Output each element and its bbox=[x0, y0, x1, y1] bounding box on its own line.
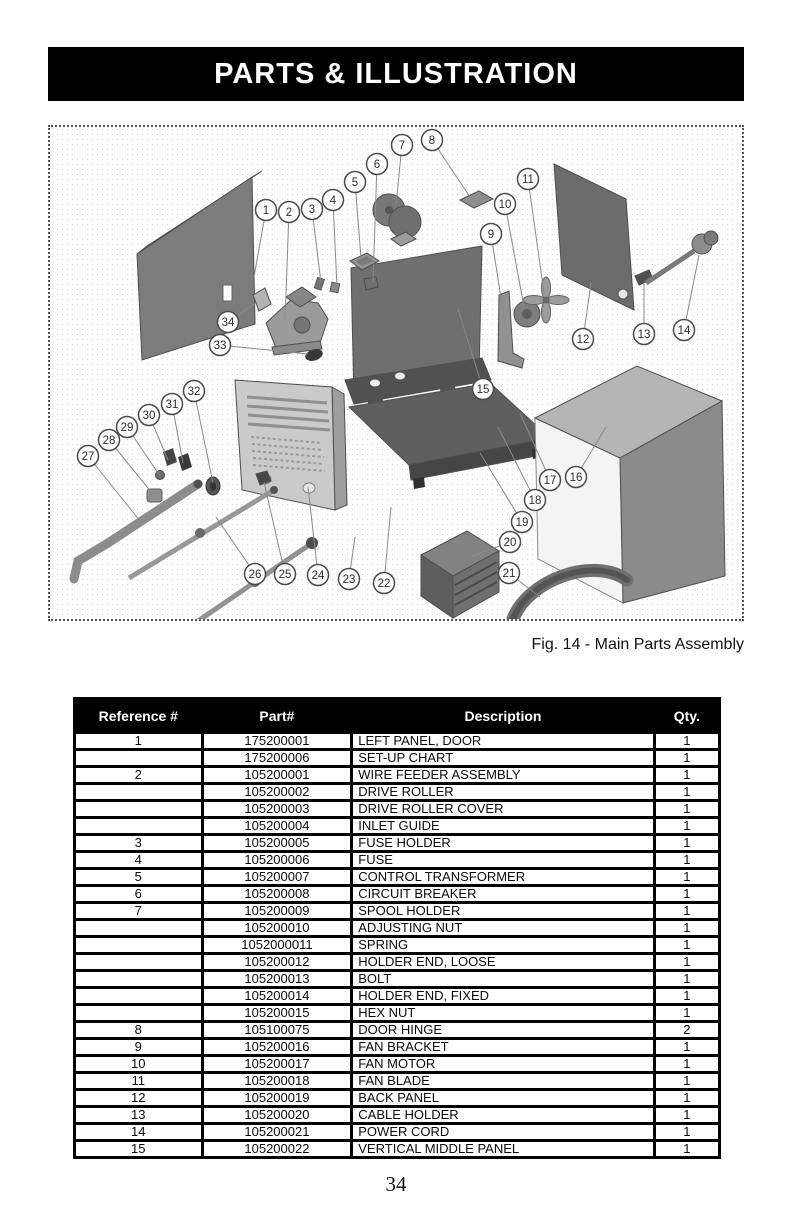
part-callout-21 bbox=[499, 563, 520, 584]
callout-number: 9 bbox=[487, 229, 495, 241]
cell-ref: 15 bbox=[76, 1142, 201, 1156]
cell-desc: DOOR HINGE bbox=[353, 1023, 652, 1037]
callout-leader-line bbox=[355, 182, 361, 258]
part-callout-3 bbox=[302, 199, 323, 220]
cell-ref: 8 bbox=[76, 1023, 201, 1037]
cell-qty: 1 bbox=[656, 853, 718, 867]
cell-desc: CIRCUIT BREAKER bbox=[353, 887, 652, 901]
cell-qty: 1 bbox=[656, 887, 718, 901]
cell-part: 105200008 bbox=[204, 887, 351, 901]
part-callout-28 bbox=[99, 430, 120, 451]
cell-desc: SET-UP CHART bbox=[353, 751, 652, 765]
cell-desc: WIRE FEEDER ASSEMBLY bbox=[353, 768, 652, 782]
cell-qty: 1 bbox=[656, 734, 718, 748]
callout-number: 12 bbox=[576, 334, 590, 346]
part-callout-22 bbox=[374, 573, 395, 594]
callout-number: 26 bbox=[248, 569, 262, 581]
callout-leader-line bbox=[194, 391, 213, 483]
cell-part: 105200019 bbox=[204, 1091, 351, 1105]
callout-leader-line bbox=[528, 179, 544, 293]
part-callout-23 bbox=[339, 569, 360, 590]
cell-part: 105200015 bbox=[204, 1006, 351, 1020]
cell-qty: 1 bbox=[656, 989, 718, 1003]
table-row bbox=[76, 853, 718, 867]
part-callout-10 bbox=[495, 194, 516, 215]
part-callout-19 bbox=[512, 512, 533, 533]
cell-desc: CONTROL TRANSFORMER bbox=[353, 870, 652, 884]
part-callout-29 bbox=[117, 417, 138, 438]
cell-desc: ADJUSTING NUT bbox=[353, 921, 652, 935]
base-tray-part bbox=[345, 358, 552, 489]
callout-number: 33 bbox=[213, 340, 227, 352]
cell-desc: FAN BRACKET bbox=[353, 1040, 652, 1054]
parts-diagram-svg bbox=[50, 127, 742, 619]
callout-number: 31 bbox=[165, 399, 179, 411]
callout-number: 19 bbox=[515, 517, 529, 529]
part-callout-25 bbox=[275, 564, 296, 585]
column-header-part: Part# bbox=[204, 700, 351, 731]
part-callout-7 bbox=[392, 135, 413, 156]
callout-number: 6 bbox=[373, 159, 381, 171]
callout-number: 18 bbox=[528, 495, 542, 507]
cell-part: 105200009 bbox=[204, 904, 351, 918]
part-callout-11 bbox=[518, 169, 539, 190]
table-row bbox=[76, 819, 718, 833]
table-row bbox=[76, 1006, 718, 1020]
cell-desc: DRIVE ROLLER bbox=[353, 785, 652, 799]
table-row bbox=[76, 989, 718, 1003]
callout-number: 15 bbox=[476, 384, 490, 396]
part-callout-34 bbox=[218, 312, 239, 333]
callout-number: 8 bbox=[428, 135, 436, 147]
cell-part: 105200016 bbox=[204, 1040, 351, 1054]
cell-ref bbox=[76, 785, 201, 799]
column-header-qty: Qty. bbox=[656, 700, 718, 731]
callout-number: 17 bbox=[543, 475, 557, 487]
table-row bbox=[76, 887, 718, 901]
part-callout-8 bbox=[422, 130, 443, 151]
table-row bbox=[76, 1091, 718, 1105]
parts-table-body bbox=[76, 734, 718, 1156]
part-callout-32 bbox=[184, 381, 205, 402]
callout-number: 21 bbox=[502, 568, 516, 580]
cell-qty: 1 bbox=[656, 938, 718, 952]
part-callout-33 bbox=[210, 335, 231, 356]
cell-part: 105200018 bbox=[204, 1074, 351, 1088]
door-bracket-part bbox=[253, 288, 271, 311]
callout-number: 11 bbox=[522, 174, 534, 186]
cell-qty: 1 bbox=[656, 819, 718, 833]
parts-table bbox=[73, 697, 721, 1159]
part-callout-13 bbox=[634, 324, 655, 345]
callout-leader-line bbox=[491, 234, 505, 323]
page-title: PARTS & ILLUSTRATION bbox=[214, 57, 578, 90]
cell-ref: 6 bbox=[76, 887, 201, 901]
callout-number: 30 bbox=[142, 410, 156, 422]
callout-leader-line bbox=[384, 507, 391, 583]
cell-ref: 4 bbox=[76, 853, 201, 867]
callout-number: 2 bbox=[285, 207, 293, 219]
cell-part: 105200001 bbox=[204, 768, 351, 782]
table-row bbox=[76, 1125, 718, 1139]
cell-part: 105100075 bbox=[204, 1023, 351, 1037]
cell-qty: 2 bbox=[656, 1023, 718, 1037]
table-row bbox=[76, 904, 718, 918]
cell-desc: FAN MOTOR bbox=[353, 1057, 652, 1071]
table-row bbox=[76, 921, 718, 935]
cell-ref: 3 bbox=[76, 836, 201, 850]
callout-number: 4 bbox=[329, 195, 337, 207]
cell-part: 105200017 bbox=[204, 1057, 351, 1071]
cell-ref: 2 bbox=[76, 768, 201, 782]
cell-desc: POWER CORD bbox=[353, 1125, 652, 1139]
cell-ref: 13 bbox=[76, 1108, 201, 1122]
part-callout-5 bbox=[345, 172, 366, 193]
cell-qty: 1 bbox=[656, 1125, 718, 1139]
front-panel-part bbox=[235, 380, 347, 510]
callout-number: 20 bbox=[503, 537, 517, 549]
section-title-bar bbox=[48, 47, 744, 101]
cell-ref bbox=[76, 989, 201, 1003]
back-panel-part bbox=[554, 164, 634, 310]
table-row bbox=[76, 1074, 718, 1088]
callout-number: 23 bbox=[342, 574, 356, 586]
cell-ref: 1 bbox=[76, 734, 201, 748]
cell-desc: FUSE bbox=[353, 853, 652, 867]
figure-caption: Fig. 14 - Main Parts Assembly bbox=[531, 636, 744, 653]
cell-ref bbox=[76, 1006, 201, 1020]
cell-qty: 1 bbox=[656, 768, 718, 782]
cell-part: 175200006 bbox=[204, 751, 351, 765]
table-header-row bbox=[76, 700, 718, 731]
callout-number: 1 bbox=[262, 205, 270, 217]
cell-part: 105200010 bbox=[204, 921, 351, 935]
callout-number: 27 bbox=[81, 451, 95, 463]
table-row bbox=[76, 1108, 718, 1122]
part-callout-20 bbox=[500, 532, 521, 553]
part-callout-18 bbox=[525, 490, 546, 511]
cell-qty: 1 bbox=[656, 1006, 718, 1020]
part-callout-9 bbox=[481, 224, 502, 245]
callout-number: 22 bbox=[377, 578, 391, 590]
power-cord-part bbox=[646, 231, 718, 283]
callout-leader-line bbox=[684, 255, 699, 330]
part-callout-26 bbox=[245, 564, 266, 585]
callout-number: 7 bbox=[398, 140, 406, 152]
table-row bbox=[76, 768, 718, 782]
cell-ref bbox=[76, 955, 201, 969]
cell-desc: VERTICAL MIDDLE PANEL bbox=[353, 1142, 652, 1156]
cell-desc: INLET GUIDE bbox=[353, 819, 652, 833]
callout-number: 28 bbox=[102, 435, 116, 447]
cell-part: 105200002 bbox=[204, 785, 351, 799]
table-row bbox=[76, 785, 718, 799]
cell-part: 1052000011 bbox=[204, 938, 351, 952]
cell-part: 105200005 bbox=[204, 836, 351, 850]
cell-part: 175200001 bbox=[204, 734, 351, 748]
cell-qty: 1 bbox=[656, 1091, 718, 1105]
cell-part: 105200020 bbox=[204, 1108, 351, 1122]
part-callout-2 bbox=[279, 202, 300, 223]
exploded-parts-figure bbox=[48, 125, 744, 621]
part-callout-4 bbox=[323, 190, 344, 211]
cell-qty: 1 bbox=[656, 751, 718, 765]
cell-desc: DRIVE ROLLER COVER bbox=[353, 802, 652, 816]
cell-qty: 1 bbox=[656, 802, 718, 816]
table-row bbox=[76, 1023, 718, 1037]
nut-part bbox=[460, 191, 493, 208]
table-row bbox=[76, 938, 718, 952]
table-row bbox=[76, 751, 718, 765]
cell-ref bbox=[76, 819, 201, 833]
callout-number: 34 bbox=[221, 317, 235, 329]
part-callout-1 bbox=[256, 200, 277, 221]
cell-ref: 10 bbox=[76, 1057, 201, 1071]
cell-ref bbox=[76, 972, 201, 986]
cell-qty: 1 bbox=[656, 1108, 718, 1122]
callout-number: 25 bbox=[278, 569, 292, 581]
cell-part: 105200004 bbox=[204, 819, 351, 833]
cell-desc: LEFT PANEL, DOOR bbox=[353, 734, 652, 748]
cell-qty: 1 bbox=[656, 1057, 718, 1071]
cell-part: 105200014 bbox=[204, 989, 351, 1003]
part-callout-15 bbox=[473, 379, 494, 400]
part-callout-6 bbox=[367, 154, 388, 175]
cell-ref bbox=[76, 751, 201, 765]
cell-part: 105200003 bbox=[204, 802, 351, 816]
cell-desc: SPOOL HOLDER bbox=[353, 904, 652, 918]
cell-ref bbox=[76, 938, 201, 952]
part-callout-14 bbox=[674, 320, 695, 341]
wire-feeder-part bbox=[266, 287, 328, 355]
callout-number: 16 bbox=[569, 472, 583, 484]
cell-qty: 1 bbox=[656, 1074, 718, 1088]
cell-desc: BACK PANEL bbox=[353, 1091, 652, 1105]
cell-ref: 9 bbox=[76, 1040, 201, 1054]
table-row bbox=[76, 972, 718, 986]
cell-desc: FUSE HOLDER bbox=[353, 836, 652, 850]
cell-part: 105200007 bbox=[204, 870, 351, 884]
cell-ref: 7 bbox=[76, 904, 201, 918]
cell-desc: BOLT bbox=[353, 972, 652, 986]
cell-qty: 1 bbox=[656, 870, 718, 884]
table-row bbox=[76, 734, 718, 748]
table-row bbox=[76, 1142, 718, 1156]
cell-qty: 1 bbox=[656, 1142, 718, 1156]
cell-desc: FAN BLADE bbox=[353, 1074, 652, 1088]
callout-number: 10 bbox=[498, 199, 512, 211]
table-row bbox=[76, 802, 718, 816]
column-header-description: Description bbox=[353, 700, 652, 731]
cell-desc: HOLDER END, LOOSE bbox=[353, 955, 652, 969]
callout-number: 24 bbox=[311, 570, 325, 582]
part-callout-30 bbox=[139, 405, 160, 426]
cell-desc: CABLE HOLDER bbox=[353, 1108, 652, 1122]
callout-number: 29 bbox=[120, 422, 134, 434]
transformer-part bbox=[421, 531, 499, 618]
left-panel-part bbox=[137, 171, 262, 360]
part-callout-17 bbox=[540, 470, 561, 491]
cell-qty: 1 bbox=[656, 1040, 718, 1054]
table-row bbox=[76, 955, 718, 969]
part-callout-24 bbox=[308, 565, 329, 586]
cell-ref bbox=[76, 802, 201, 816]
cell-part: 105200013 bbox=[204, 972, 351, 986]
column-header-reference: Reference # bbox=[76, 700, 201, 731]
part-callout-12 bbox=[573, 329, 594, 350]
callout-number: 13 bbox=[637, 329, 651, 341]
cell-part: 105200022 bbox=[204, 1142, 351, 1156]
cell-qty: 1 bbox=[656, 972, 718, 986]
page-number: 34 bbox=[385, 1172, 407, 1196]
cell-part: 105200006 bbox=[204, 853, 351, 867]
callout-leader-line bbox=[333, 200, 337, 288]
part-callout-16 bbox=[566, 467, 587, 488]
cell-part: 105200021 bbox=[204, 1125, 351, 1139]
cell-ref: 14 bbox=[76, 1125, 201, 1139]
table-row bbox=[76, 1040, 718, 1054]
cell-qty: 1 bbox=[656, 785, 718, 799]
callout-number: 3 bbox=[308, 204, 316, 216]
cell-qty: 1 bbox=[656, 836, 718, 850]
spool-holder-part bbox=[373, 194, 421, 238]
part-callout-31 bbox=[162, 394, 183, 415]
cell-qty: 1 bbox=[656, 955, 718, 969]
callout-leader-line bbox=[480, 453, 522, 522]
cell-part: 105200012 bbox=[204, 955, 351, 969]
cell-ref: 11 bbox=[76, 1074, 201, 1088]
table-row bbox=[76, 836, 718, 850]
cell-qty: 1 bbox=[656, 921, 718, 935]
cell-ref: 5 bbox=[76, 870, 201, 884]
table-row bbox=[76, 1057, 718, 1071]
side-cover-part bbox=[535, 366, 725, 603]
cell-desc: HEX NUT bbox=[353, 1006, 652, 1020]
cell-desc: SPRING bbox=[353, 938, 652, 952]
callout-number: 5 bbox=[351, 177, 359, 189]
cell-desc: HOLDER END, FIXED bbox=[353, 989, 652, 1003]
callout-leader-line bbox=[88, 456, 140, 521]
cell-ref bbox=[76, 921, 201, 935]
cell-ref: 12 bbox=[76, 1091, 201, 1105]
table-row bbox=[76, 870, 718, 884]
callout-number: 32 bbox=[187, 386, 201, 398]
part-callout-27 bbox=[78, 446, 99, 467]
cell-qty: 1 bbox=[656, 904, 718, 918]
callout-number: 14 bbox=[677, 325, 691, 337]
